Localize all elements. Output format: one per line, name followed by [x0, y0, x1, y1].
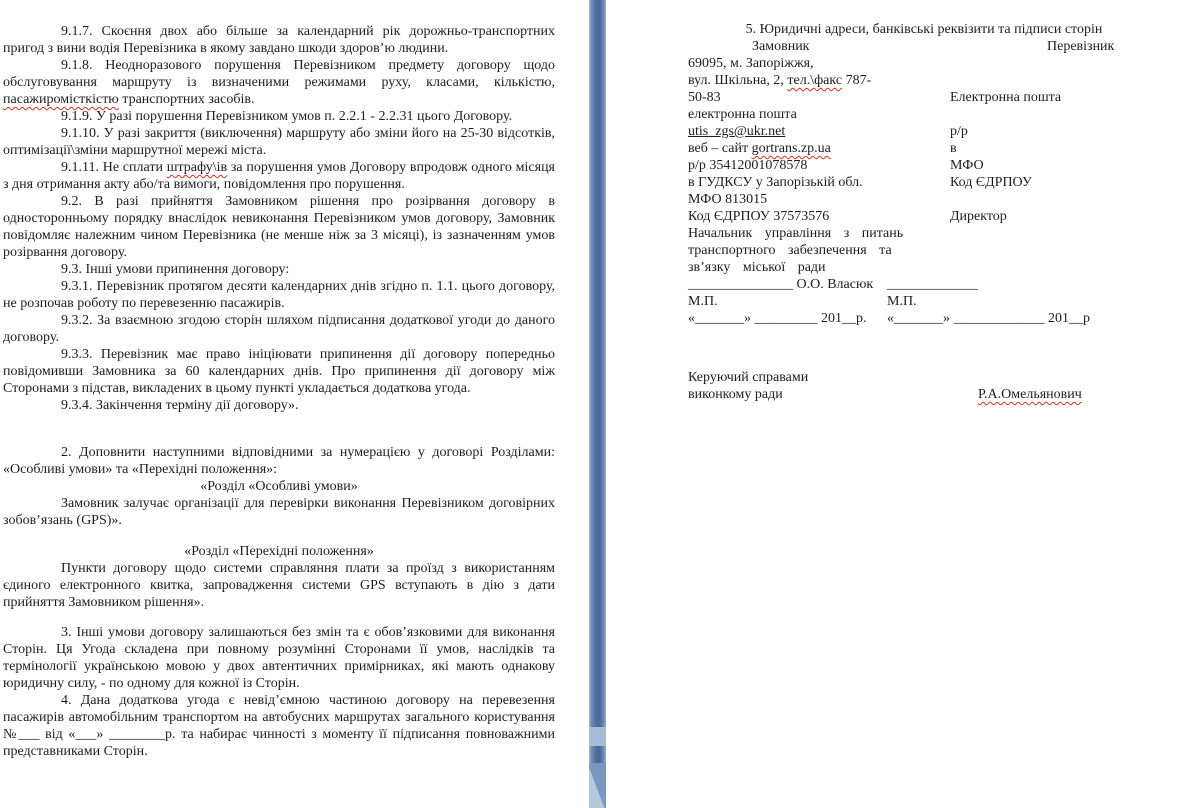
clause-9-3-3: 9.3.3. Перевізник має право ініціювати припинення дії договору попередньо повідомивши Замовника за 60 календарних днів. Про припинення дії договору між Сторонами з підстав, викладених в цьому пункті укладається додаткова угода.	[3, 347, 555, 396]
clause-9-1-11-tail: за порушення умов Договору впродовж одного місяця з дня отримання акту або/та вимоги, повідомлення про порушення.	[3, 160, 555, 192]
carrier-requisite	[950, 55, 1160, 72]
contract-page-left	[0, 0, 589, 760]
customer-requisite: 69095, м. Запоріжжя,	[688, 56, 814, 71]
requisites-row	[688, 208, 1160, 225]
carrier-date-blank: «_______» _____________ 201__р	[887, 311, 1090, 326]
requisites-row	[688, 72, 1160, 89]
clause-9-3-2: 9.3.2. За взаємною згодою сторін шляхом підписання додаткової угоди до даного договору.	[3, 313, 555, 345]
divider-bottom-wedge	[589, 763, 606, 808]
section-4: 4. Дана додаткова угода є невід’ємною частиною договору на перевезення пасажирів автомобільним транспортом на автобусних маршрутах загального користування №___ від «___» ________р. та набирає чинності з моменту її підписання повноважними представниками Сторін.	[3, 693, 555, 759]
customer-signer-title: Начальник управління з питань	[688, 226, 904, 241]
signature-footer	[688, 369, 1160, 403]
contract-page-right	[606, 0, 1200, 403]
requisites-row	[688, 191, 1160, 208]
carrier-requisite	[950, 191, 1160, 208]
stamp-row	[688, 293, 1160, 310]
carrier-stamp-label: М.П.	[887, 294, 917, 309]
customer-requisite: в ГУДКСУ у Запорізькій обл.	[688, 175, 863, 190]
requisites-row	[688, 225, 1160, 242]
requisites-row	[688, 55, 1160, 72]
section-special-terms-title: «Розділ «Особливі умови»	[200, 479, 358, 494]
clause-9-3: 9.3. Інші умови припинення договору:	[61, 262, 290, 277]
carrier-requisite: Директор	[950, 209, 1007, 224]
section-5-heading: 5. Юридичні адреси, банківські реквізити та підписи сторін	[745, 22, 1103, 37]
carrier-requisite: Електронна пошта	[950, 90, 1062, 105]
carrier-requisite: МФО	[950, 158, 984, 173]
address-tail: 787-	[842, 73, 872, 88]
customer-requisite: електронна пошта	[688, 107, 797, 122]
carrier-requisite	[950, 225, 1160, 242]
section-2: 2. Доповнити наступними відповідними за нумерацією у договорі Розділами: «Особливі умови» та «Перехідні положення»:	[3, 445, 555, 477]
carrier-requisite	[950, 106, 1160, 123]
divider-highlight-segment	[589, 727, 606, 746]
footer-signer-name: Р.А.Омельянович	[978, 387, 1082, 402]
carrier-requisite	[950, 259, 1160, 276]
clause-9-1-11	[3, 159, 555, 193]
customer-column-header: Замовник	[752, 39, 810, 54]
clause-9-1-10: 9.1.10. У разі закриття (виключення) маршруту або зміни його на 25-30 відсотків, оптимізації\зміни маршрутної мережі міста.	[3, 126, 555, 158]
customer-requisite	[688, 72, 950, 89]
customer-date-blank: «_______» _________ 201__р.	[688, 311, 867, 326]
carrier-requisite	[950, 72, 1160, 89]
footer-title-line1: Керуючий справами	[688, 370, 809, 385]
section-transitional-title: «Розділ «Перехідні положення»	[184, 544, 374, 559]
requisites-row	[688, 89, 1160, 106]
email-link[interactable]: utis_zgs@ukr.net	[688, 124, 786, 139]
carrier-requisite: в	[950, 141, 957, 156]
customer-requisite: р/р 35412001078578	[688, 158, 808, 173]
customer-signature-line: _______________ О.О. Власюк	[688, 277, 874, 292]
signature-line-row	[688, 276, 1160, 293]
clause-9-2: 9.2. В разі прийняття Замовником рішення про розірвання договору в односторонньому порядку внаслідок невиконання Перевізником умов договору, Замовник повідомляє належним чином Перевізника (не менше ніж за 3 місяці), із зазначенням умов розірвання договору.	[3, 194, 555, 260]
requisites-row	[688, 106, 1160, 123]
requisites-row	[688, 242, 1160, 259]
carrier-requisite: Код ЄДРПОУ	[950, 175, 1032, 190]
parties-header-row	[688, 38, 1160, 55]
carrier-requisite: р/р	[950, 124, 968, 139]
customer-signer-title: зв’язку міської ради	[688, 260, 826, 275]
section-special-terms-body: Замовник залучає організації для перевірки виконання Перевізником договірних зобов’язань (GPS)».	[3, 496, 555, 528]
customer-requisite: Код ЄДРПОУ 37573576	[688, 209, 830, 224]
carrier-signature-line: _____________	[887, 277, 978, 292]
clause-9-1-9: 9.1.9. У разі порушення Перевізником умов п. 2.2.1 - 2.2.31 цього Договору.	[61, 109, 513, 124]
requisites-row	[688, 174, 1160, 191]
clause-9-1-8-text: 9.1.8. Неодноразового порушення Перевізником предмету договору щодо обслуговування маршруту із визначеними режимами руху, класами, кількістю,	[3, 58, 555, 90]
clause-9-3-4: 9.3.4. Закінчення терміну дії договору».	[61, 398, 299, 413]
clause-9-3-1: 9.3.1. Перевізник протягом десяти календарних днів згідно п. 1.1. цього договору, не розпочав роботу по перевезенню пасажирів.	[3, 279, 555, 311]
carrier-requisite	[950, 242, 1160, 259]
requisites-row	[688, 259, 1160, 276]
misspelled-word-squiggle: пасажиромісткістю	[3, 92, 119, 107]
requisites-row	[688, 157, 1160, 174]
customer-signer-title: транспортного забезпечення та	[688, 243, 892, 258]
clause-9-1-11-text: 9.1.11. Не сплати	[61, 160, 167, 175]
customer-requisite	[688, 140, 950, 157]
customer-stamp-label: М.П.	[688, 294, 718, 309]
date-row	[688, 310, 1160, 327]
section-transitional-body: Пункти договору щодо системи справляння плати за проїзд з використанням єдиного електронного квитка, запровадження системи GPS вступають в дію з дати прийняття Замовником рішення».	[3, 561, 555, 610]
clause-9-1-8-tail: транспортних засобів.	[118, 92, 255, 107]
website-url-squiggle: gortrans.zp.ua	[751, 141, 831, 156]
requisites-row	[688, 140, 1160, 157]
carrier-column-header: Перевізник	[1047, 39, 1115, 54]
misspelled-word-squiggle: тел.\факс	[787, 73, 843, 88]
page-divider-bar	[589, 0, 606, 808]
customer-requisite	[688, 123, 950, 140]
section-3: 3. Інші умови договору залишаються без змін та є обов’язковими для виконання Сторін. Ця Угода складена при повному розумінні Сторонами її умов, наслідків та термінології українською мовою у двох автентичних примірниках, які мають однакову юридичну силу, - по одному для кожної із Сторін.	[3, 625, 555, 691]
website-label: веб – сайт	[688, 141, 752, 156]
clause-9-1-7: 9.1.7. Скоєння двох або більше за календарний рік дорожньо-транспортних пригод з вини водія Перевізника в якому завдано шкоди здоров’ю людини.	[3, 24, 555, 56]
customer-requisite: 50-83	[688, 90, 721, 105]
clause-9-1-8	[3, 57, 555, 108]
footer-title-line2: виконкому ради	[688, 387, 783, 402]
misspelled-word-squiggle: штрафу\ів	[166, 160, 228, 175]
customer-requisite: МФО 813015	[688, 192, 768, 207]
address-text: вул. Шкільна, 2,	[688, 73, 788, 88]
requisites-row	[688, 123, 1160, 140]
